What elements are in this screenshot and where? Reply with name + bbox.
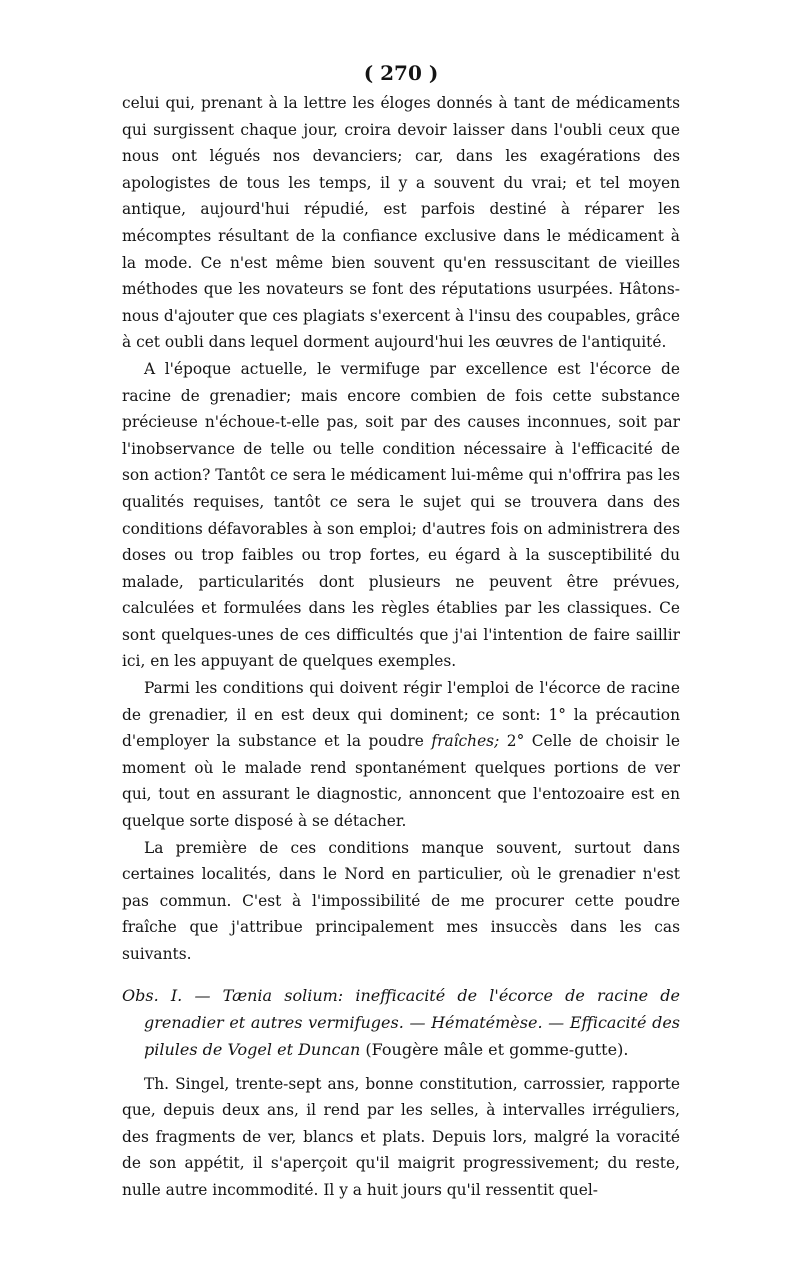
paragraph-4: La première de ces conditions manque souvent, surtout dans certaines localités, dans le Nord en particulier, où le grenadier n'est pas commun. C'est à l'impossibilité de me procurer cette poudre fraîche que j'attribue principalement mes insuccès dans les cas suivants. bbox=[122, 838, 680, 963]
paragraph-2: A l'époque actuelle, le vermifuge par excellence est l'écorce de racine de grenadier; mais encore combien de fois cette substance précieuse n'échoue-t-elle pas, soit par des causes inconnues, soit par l'inobservance de telle ou telle condition nécessaire à l'efficacité de son action? Tantôt ce sera le médicament lui-même qui n'offrira pas les qualités requises, tantôt ce sera le sujet qui se trouvera dans des conditions défavorables à son emploi; d'autres fois on administrera des doses ou trop faibles ou trop fortes, eu égard à la susceptibilité du malade, particularités dont plusieurs ne peuvent être prévues, calculées et formulées dans les règles établies par les classiques. Ce sont quelques-unes de ces difficultés que j'ai l'intention de faire saillir ici, en les appuyant de quelques exemples. bbox=[122, 359, 680, 671]
book-page bbox=[122, 58, 680, 1204]
observation-title: Obs. I. — Tænia solium: inefficacité de l'écorce de racine de grenadier et autres vermifuges. — Hématémèse. — Efficacité des pilules de Vogel et Duncan bbox=[122, 985, 680, 1059]
paragraph-3-emphasis: fraîches; bbox=[431, 732, 500, 751]
paragraph-3 bbox=[122, 675, 680, 835]
observation-heading bbox=[122, 982, 680, 1063]
case-paragraph: Th. Singel, trente-sept ans, bonne constitution, carrossier, rapporte que, depuis deux ans, il rend par les selles, à intervalles irréguliers, des fragments de ver, blancs et plats. Depuis lors, malgré la voracité de son appétit, il s'aperçoit qu'il maigrit progressivement; du reste, nulle autre incommodité. Il y a huit jours qu'il ressentit quel- bbox=[122, 1074, 680, 1199]
paragraph-3-before: Parmi les conditions qui doivent régir l'emploi de l'écorce de racine de grenadier, il en est deux qui dominent; ce sont: 1° la précaution d'employer la substance et la poudre bbox=[122, 679, 680, 751]
paragraph-3-after: 2° Celle de choisir le moment où le malade rend spontanément quelques portions de ver qui, tout en assurant le diagnostic, annoncent que l'entozoaire est en quelque sorte disposé à se détacher. bbox=[122, 732, 680, 831]
paragraph-1: celui qui, prenant à la lettre les éloges donnés à tant de médicaments qui surgissent chaque jour, croira devoir laisser dans l'oubli ceux que nous ont légués nos devanciers; car, dans les exagérations des apologistes de tous les temps, il y a souvent du vrai; et tel moyen antique, aujourd'hui répudié, est parfois destiné à réparer les mécomptes résultant de la confiance exclusive dans le médicament à la mode. Ce n'est même bien souvent qu'en ressuscitant de vieilles méthodes que les novateurs se font des réputations usurpées. Hâtons-nous d'ajouter que ces plagiats s'exercent à l'insu des coupables, grâce à cet oubli dans lequel dorment aujourd'hui les œuvres de l'antiquité. bbox=[122, 94, 680, 352]
page-number: ( 270 ) bbox=[363, 61, 439, 85]
observation-note: (Fougère mâle et gomme-gutte). bbox=[360, 1039, 629, 1059]
